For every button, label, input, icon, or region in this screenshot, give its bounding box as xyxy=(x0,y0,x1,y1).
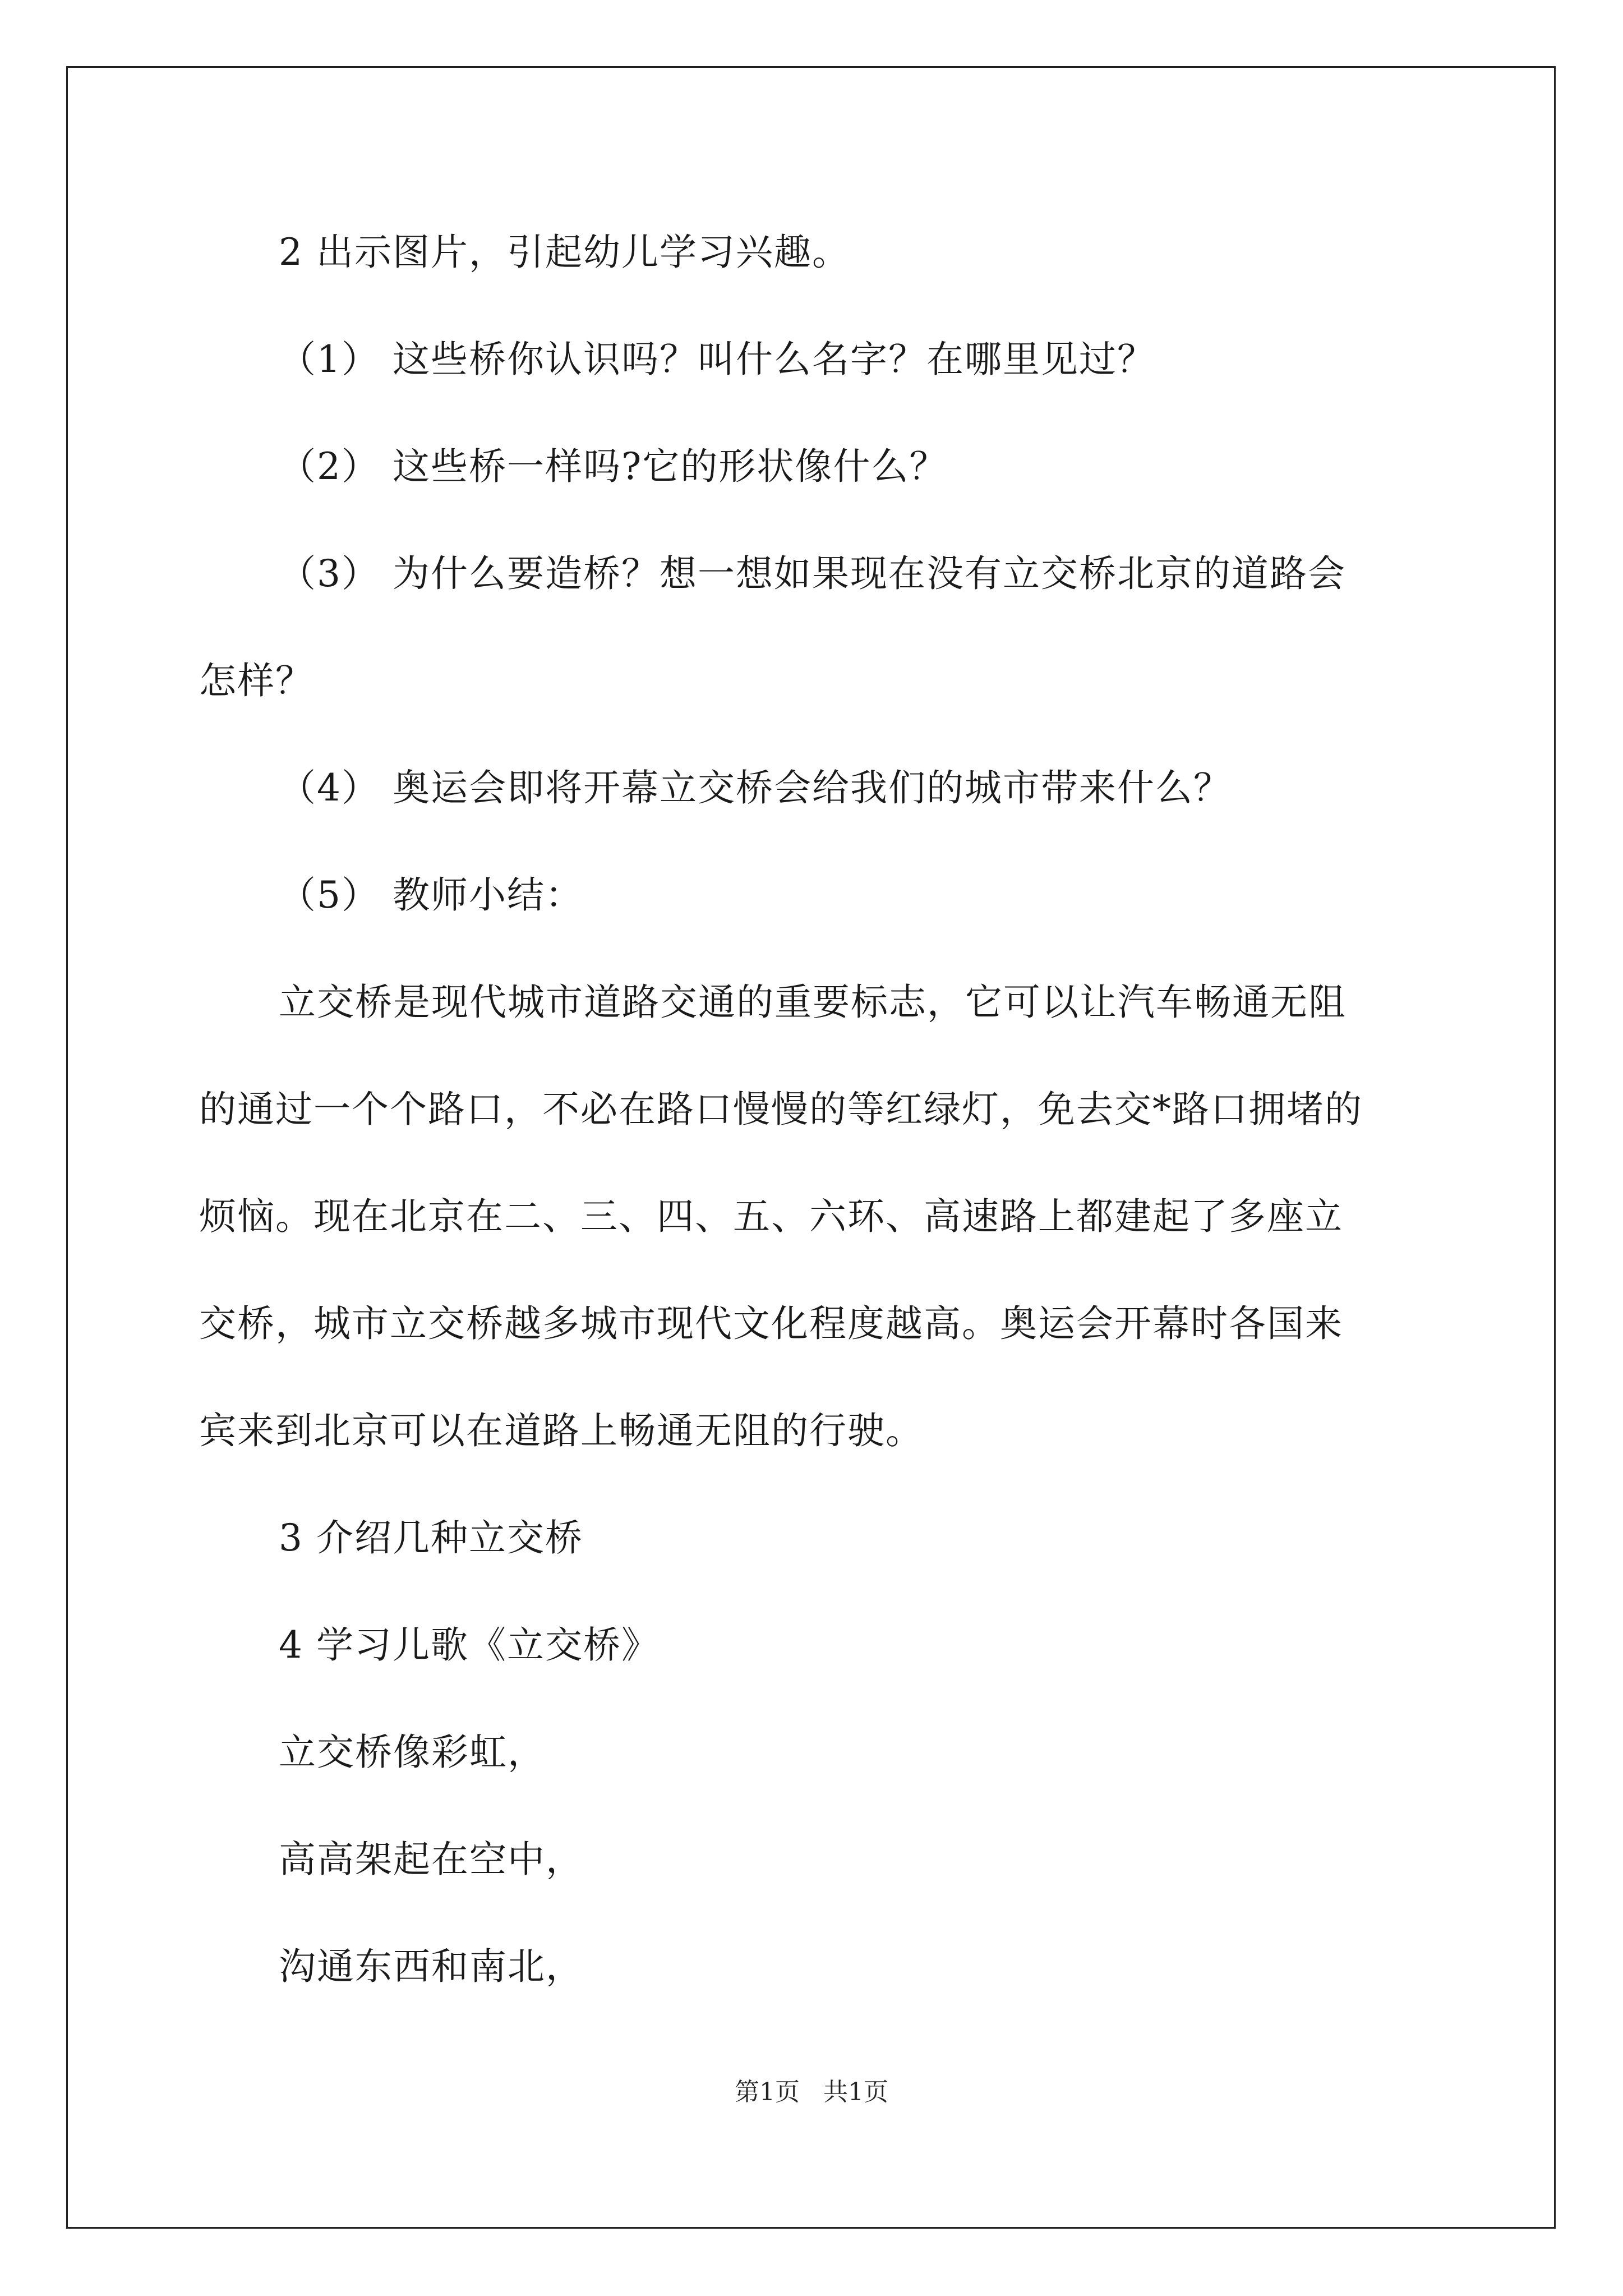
paragraph-line: 3 介绍几种立交桥 xyxy=(279,1516,583,1559)
page-footer xyxy=(0,2076,1623,2109)
paragraph-line: （1） 这些桥你认识吗？叫什么名字？在哪里见过？ xyxy=(279,338,1155,381)
paragraph-line: （5） 教师小结： xyxy=(279,873,583,917)
paragraph-line: 立交桥像彩虹， xyxy=(279,1731,546,1774)
paragraph-line: 的通过一个个路口，不必在路口慢慢的等红绿灯，免去交*路口拥堵的 xyxy=(199,1088,1363,1131)
paragraph-line: 高高架起在空中， xyxy=(279,1838,584,1881)
page-number: 第1页 xyxy=(735,2078,800,2106)
paragraph-line: 立交桥是现代城市道路交通的重要标志，它可以让汽车畅通无阻 xyxy=(279,981,1347,1024)
paragraph-line: 交桥，城市立交桥越多城市现代文化程度越高。奥运会开幕时各国来 xyxy=(199,1302,1343,1345)
page-total: 共1页 xyxy=(823,2078,888,2106)
paragraph-line: （3） 为什么要造桥？想一想如果现在没有立交桥北京的道路会 xyxy=(279,552,1346,595)
paragraph-line: （4） 奥运会即将开幕立交桥会给我们的城市带来什么？ xyxy=(279,766,1232,809)
paragraph-line: 宾来到北京可以在道路上畅通无阻的行驶。 xyxy=(199,1409,924,1452)
paragraph-line: 2 出示图片，引起幼儿学习兴趣。 xyxy=(279,231,850,274)
paragraph-line: 怎样？ xyxy=(199,659,313,702)
paragraph-line: （2） 这些桥一样吗?它的形状像什么？ xyxy=(279,445,948,488)
paragraph-line: 沟通东西和南北， xyxy=(279,1945,584,1988)
paragraph-line: 4 学习儿歌《立交桥》 xyxy=(279,1623,660,1667)
paragraph-line: 烦恼。现在北京在二、三、四、五、六环、高速路上都建起了多座立 xyxy=(199,1195,1343,1238)
